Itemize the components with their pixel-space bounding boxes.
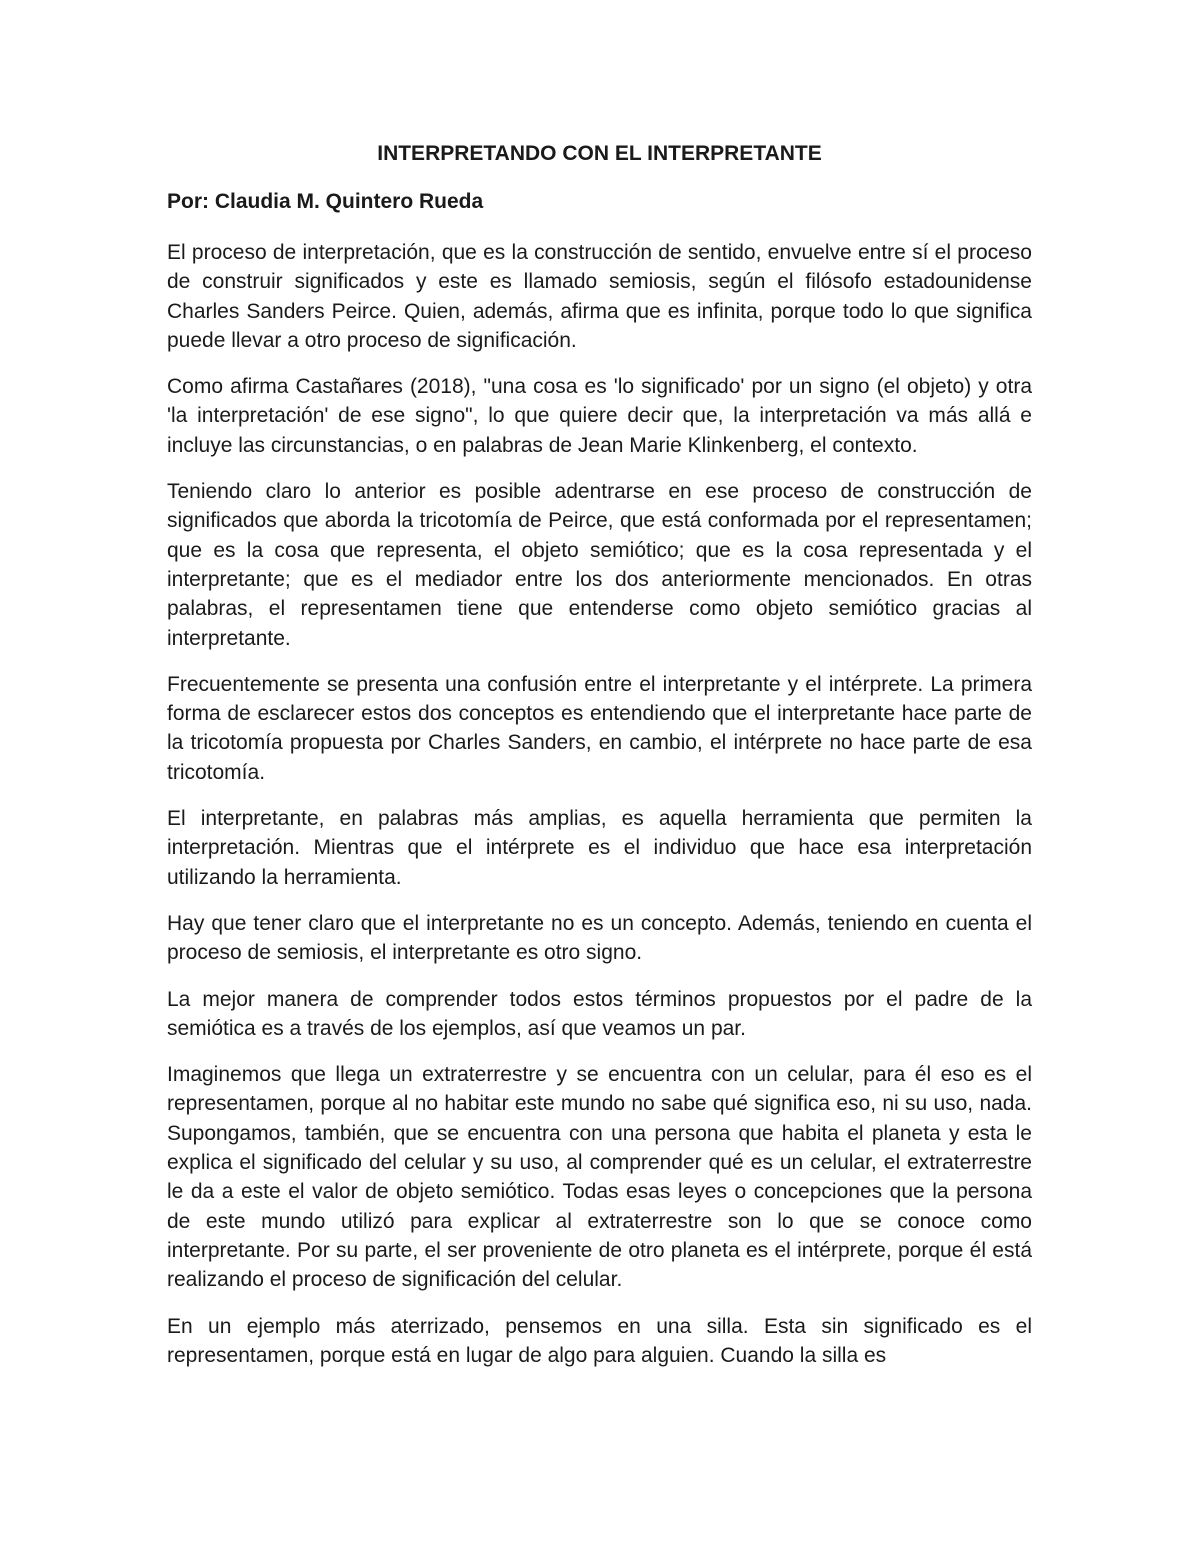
document-body (167, 140, 1032, 1387)
paragraph: El proceso de interpretación, que es la construcción de sentido, envuelve entre sí el proceso de construir significados y este es llamado semiosis, según el filósofo estadounidense Charles Sanders Peirce. Quien, además, afirma que es infinita, porque todo lo que significa puede llevar a otro proceso de significación. (167, 241, 1032, 352)
paragraph: Imaginemos que llega un extraterrestre y se encuentra con un celular, para él eso es el representamen, porque al no habitar este mundo no sabe qué significa eso, ni su uso, nada. Supongamos, también, que se encuentra con una persona que habita el planeta y esta le explica el significado del celular y su uso, al comprender qué es un celular, el extraterrestre le da a este el valor de objeto semiótico. Todas esas leyes o concepciones que la persona de este mundo utilizó para explicar al extraterrestre son lo que se conoce como interpretante. Por su parte, el ser proveniente de otro planeta es el intérprete, porque él está realizando el proceso de significación del celular. (167, 1063, 1032, 1292)
paragraph: Como afirma Castañares (2018), "una cosa es 'lo significado' por un signo (el objeto) y otra 'la interpretación' de ese signo", lo que quiere decir que, la interpretación va más allá e incluye las circunstancias, o en palabras de Jean Marie Klinkenberg, el contexto. (167, 375, 1032, 457)
paragraph: El interpretante, en palabras más amplias, es aquella herramienta que permiten la interpretación. Mientras que el intérprete es el individuo que hace esa interpretación utilizando la herramienta. (167, 807, 1032, 889)
paragraph: Hay que tener claro que el interpretante no es un concepto. Además, teniendo en cuenta el proceso de semiosis, el interpretante es otro signo. (167, 911, 1032, 965)
paragraph: Frecuentemente se presenta una confusión entre el interpretante y el intérprete. La primera forma de esclarecer estos dos conceptos es entendiendo que el interpretante hace parte de la tricotomía propuesta por Charles Sanders, en cambio, el intérprete no hace parte de esa tricotomía. (167, 672, 1032, 784)
paragraph: Teniendo claro lo anterior es posible adentrarse en ese proceso de construcción de significados que aborda la tricotomía de Peirce, que está conformada por el representamen; que es la cosa que representa, el objeto semiótico; que es la cosa representada y el interpretante; que es el mediador entre los dos anteriormente mencionados. En otras palabras, el representamen tiene que entenderse como objeto semiótico gracias al interpretante. (167, 480, 1032, 650)
document-author: Por: Claudia M. Quintero Rueda (167, 190, 484, 213)
document-title: INTERPRETANDO CON EL INTERPRETANTE (377, 142, 822, 165)
paragraph: En un ejemplo más aterrizado, pensemos en una silla. Esta sin significado es el representamen, porque está en lugar de algo para alguien. Cuando la silla es (167, 1314, 1032, 1367)
paragraph: La mejor manera de comprender todos estos términos propuestos por el padre de la semiótica es a través de los ejemplos, así que veamos un par. (167, 987, 1032, 1040)
